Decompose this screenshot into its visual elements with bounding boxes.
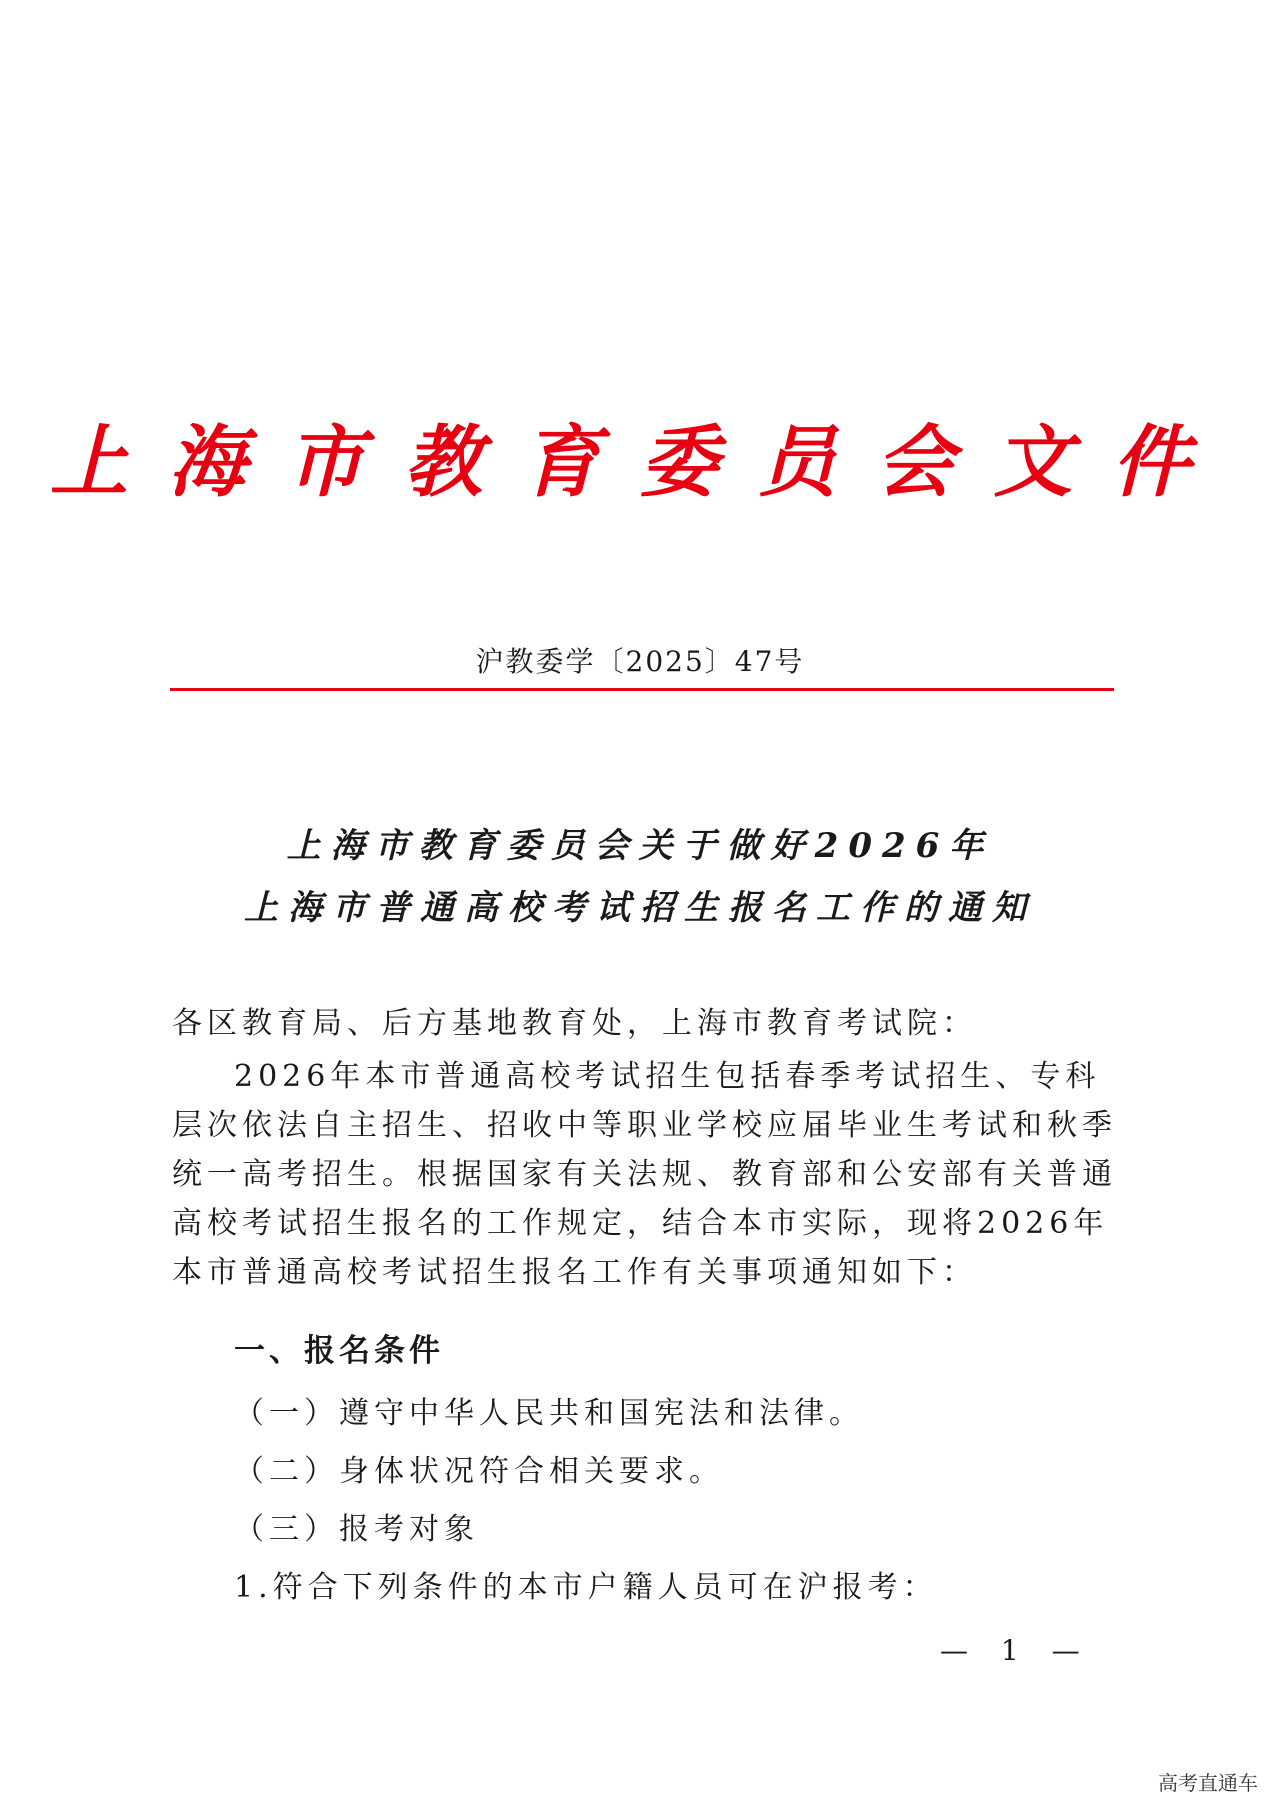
- notice-title-line-2: 上海市普通高校考试招生报名工作的通知: [244, 888, 1036, 928]
- list-item: （三）报考对象: [234, 1512, 479, 1547]
- document-masthead: 上海市教育委员会文件: [49, 417, 1230, 508]
- intro-paragraph: 2026年本市普通高校考试招生包括春季考试招生、专科层次依法自主招生、招收中等职业学校应届毕业生考试和秋季统一高考招生。根据国家有关法规、教育部和公安部有关普通高校考试招生报名的工作规定，结合本市实际，现将2026年本市普通高校考试招生报名工作有关事项通知如下：: [172, 1059, 1117, 1290]
- watermark-text: 高考直通车: [1158, 1771, 1258, 1795]
- list-item: （一）遵守中华人民共和国宪法和法律。: [234, 1396, 864, 1431]
- red-divider-line: [170, 688, 1114, 691]
- page-number: — 1 —: [940, 1634, 1092, 1667]
- salutation: 各区教育局、后方基地教育处，上海市教育考试院：: [172, 1006, 977, 1041]
- list-item: （二）身体状况符合相关要求。: [234, 1454, 724, 1489]
- document-number: 沪教委学〔2025〕47号: [475, 645, 805, 678]
- section-heading: 一、报名条件: [234, 1333, 444, 1369]
- notice-title-line-1: 上海市教育委员会关于做好2026年: [286, 826, 994, 866]
- list-item: 1.符合下列条件的本市户籍人员可在沪报考：: [234, 1570, 938, 1605]
